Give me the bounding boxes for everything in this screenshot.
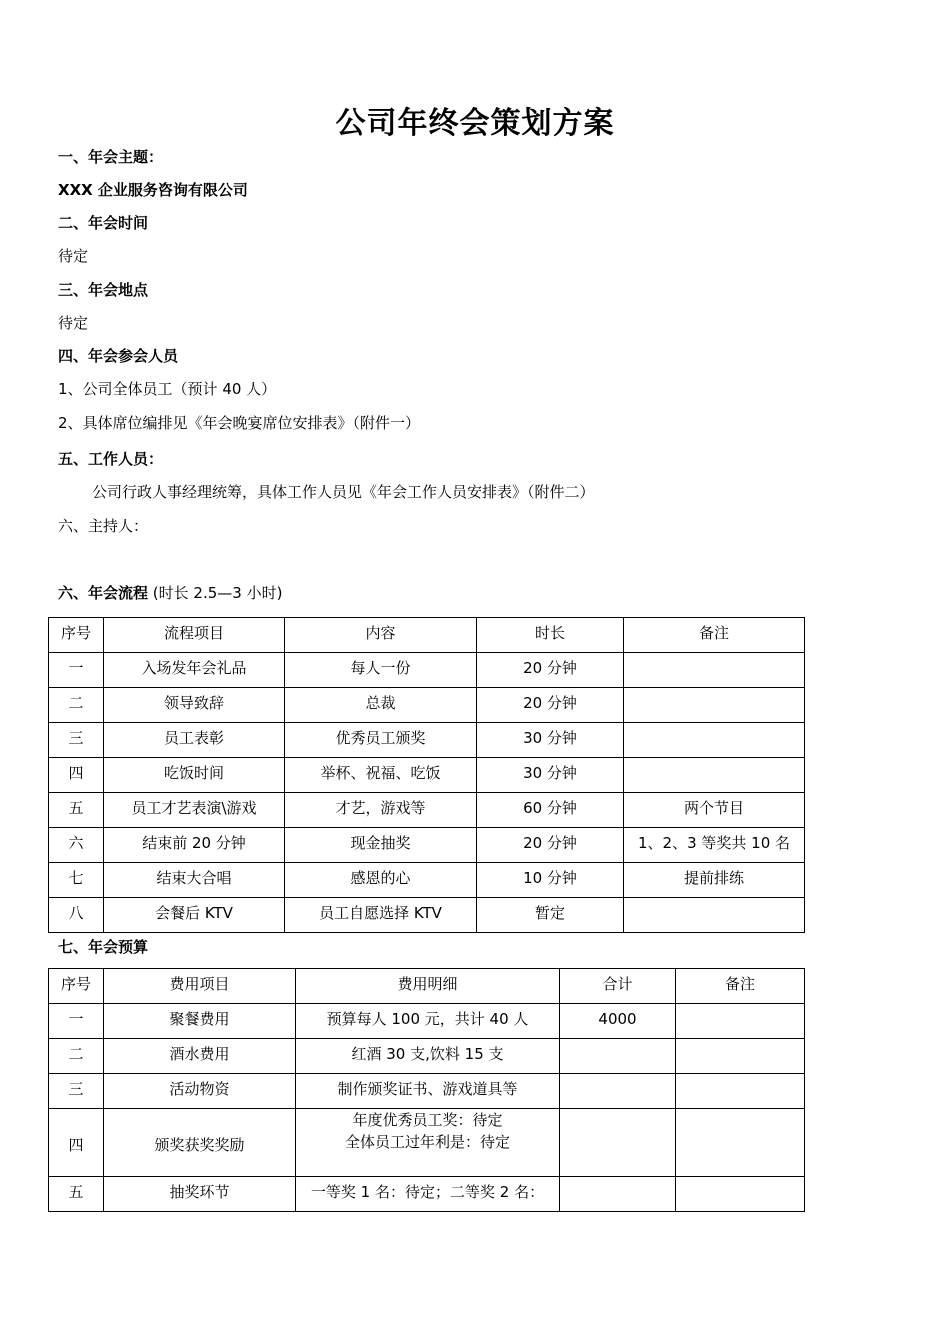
table-cell: 现金抽奖 (285, 828, 477, 863)
table-row (49, 758, 805, 793)
table-cell: 四 (49, 758, 104, 793)
table-cell: 酒水费用 (104, 1039, 296, 1074)
table-cell (676, 1004, 805, 1039)
table-row (49, 723, 805, 758)
table-cell (296, 1109, 560, 1177)
table-cell: 三 (49, 723, 104, 758)
table-row (49, 1177, 805, 1212)
attendees-item-2: 2、具体席位编排见《年会晚宴席位安排表》（附件一） (58, 414, 421, 432)
table-cell (624, 688, 805, 723)
header-cell: 流程项目 (104, 618, 285, 653)
table-cell: 每人一份 (285, 653, 477, 688)
table-row (49, 688, 805, 723)
table-row (49, 828, 805, 863)
table-cell (624, 758, 805, 793)
table-cell (624, 653, 805, 688)
table-row (49, 898, 805, 933)
table-cell (676, 1109, 805, 1177)
process-table (48, 617, 805, 933)
table-cell: 活动物资 (104, 1074, 296, 1109)
table-cell: 入场发年会礼品 (104, 653, 285, 688)
table-cell: 60 分钟 (477, 793, 624, 828)
table-cell: 员工表彰 (104, 723, 285, 758)
table-row (49, 1109, 805, 1177)
table-cell (560, 1074, 676, 1109)
theme-value: XXX 企业服务咨询有限公司 (58, 181, 248, 199)
table-cell: 聚餐费用 (104, 1004, 296, 1039)
table-cell (676, 1039, 805, 1074)
table-cell: 六 (49, 828, 104, 863)
table-row (49, 863, 805, 898)
staff-value: 公司行政人事经理统筹，具体工作人员见《年会工作人员安排表》（附件二） (92, 483, 595, 501)
table-cell: 一 (49, 1004, 104, 1039)
table-cell (624, 723, 805, 758)
cell-line-1: 年度优秀员工奖：待定 (352, 1111, 503, 1129)
table-cell: 红酒 30 支,饮料 15 支 (296, 1039, 560, 1074)
host-heading: 六、主持人： (58, 517, 149, 535)
process-heading: 六、年会流程 (58, 584, 149, 602)
table-cell: 4000 (560, 1004, 676, 1039)
staff-heading: 五、工作人员： (58, 450, 164, 468)
table-cell: 10 分钟 (477, 863, 624, 898)
budget-heading: 七、年会预算 (58, 938, 149, 956)
table-cell: 感恩的心 (285, 863, 477, 898)
table-cell: 30 分钟 (477, 723, 624, 758)
time-value: 待定 (58, 247, 89, 265)
table-cell (560, 1039, 676, 1074)
header-cell: 费用明细 (296, 969, 560, 1004)
header-cell: 备注 (624, 618, 805, 653)
table-cell: 四 (49, 1109, 104, 1177)
table-cell: 1、2、3 等奖共 10 名 (624, 828, 805, 863)
table-cell: 二 (49, 688, 104, 723)
table-row (49, 1039, 805, 1074)
table-cell: 颁奖获奖奖励 (104, 1109, 296, 1177)
theme-heading: 一、年会主题： (58, 148, 164, 166)
header-cell: 内容 (285, 618, 477, 653)
table-row (49, 793, 805, 828)
process-heading-line (58, 582, 282, 604)
table-row (49, 1004, 805, 1039)
header-cell: 合计 (560, 969, 676, 1004)
table-cell (676, 1177, 805, 1212)
table-cell: 领导致辞 (104, 688, 285, 723)
table-cell: 20 分钟 (477, 653, 624, 688)
budget-table (48, 968, 805, 1212)
cell-line-2: 全体员工过年利是：待定 (344, 1133, 510, 1151)
header-cell: 备注 (676, 969, 805, 1004)
table-cell (560, 1177, 676, 1212)
table-cell: 20 分钟 (477, 688, 624, 723)
table-cell: 吃饭时间 (104, 758, 285, 793)
table-cell (624, 898, 805, 933)
place-heading: 三、年会地点 (58, 281, 149, 299)
table-cell: 三 (49, 1074, 104, 1109)
table-cell (676, 1074, 805, 1109)
place-value: 待定 (58, 314, 89, 332)
header-cell: 序号 (49, 618, 104, 653)
table-header-row (49, 618, 805, 653)
table-row (49, 653, 805, 688)
attendees-heading: 四、年会参会人员 (58, 347, 179, 365)
table-cell: 总裁 (285, 688, 477, 723)
table-cell: 暂定 (477, 898, 624, 933)
table-cell (560, 1109, 676, 1177)
table-cell: 20 分钟 (477, 828, 624, 863)
table-cell: 五 (49, 1177, 104, 1212)
table-cell: 一等奖 1 名：待定；二等奖 2 名： (296, 1177, 560, 1212)
table-cell: 八 (49, 898, 104, 933)
table-cell: 一 (49, 653, 104, 688)
table-row (49, 1074, 805, 1109)
table-cell: 会餐后 KTV (104, 898, 285, 933)
table-cell: 30 分钟 (477, 758, 624, 793)
table-cell: 二 (49, 1039, 104, 1074)
table-cell: 举杯、祝福、吃饭 (285, 758, 477, 793)
table-cell: 结束前 20 分钟 (104, 828, 285, 863)
table-cell: 七 (49, 863, 104, 898)
document-title: 公司年终会策划方案 (335, 106, 615, 141)
attendees-item-1: 1、公司全体员工（预计 40 人） (58, 380, 277, 398)
table-cell: 抽奖环节 (104, 1177, 296, 1212)
table-cell: 员工才艺表演\游戏 (104, 793, 285, 828)
table-cell: 才艺，游戏等 (285, 793, 477, 828)
table-cell: 两个节目 (624, 793, 805, 828)
header-cell: 费用项目 (104, 969, 296, 1004)
table-header-row (49, 969, 805, 1004)
table-cell: 五 (49, 793, 104, 828)
table-cell: 优秀员工颁奖 (285, 723, 477, 758)
process-duration: (时长 2.5—3 小时) (148, 584, 283, 602)
table-cell: 预算每人 100 元，共计 40 人 (296, 1004, 560, 1039)
table-cell: 制作颁奖证书、游戏道具等 (296, 1074, 560, 1109)
table-cell: 提前排练 (624, 863, 805, 898)
table-cell: 结束大合唱 (104, 863, 285, 898)
header-cell: 时长 (477, 618, 624, 653)
time-heading: 二、年会时间 (58, 214, 149, 232)
table-cell: 员工自愿选择 KTV (285, 898, 477, 933)
header-cell: 序号 (49, 969, 104, 1004)
